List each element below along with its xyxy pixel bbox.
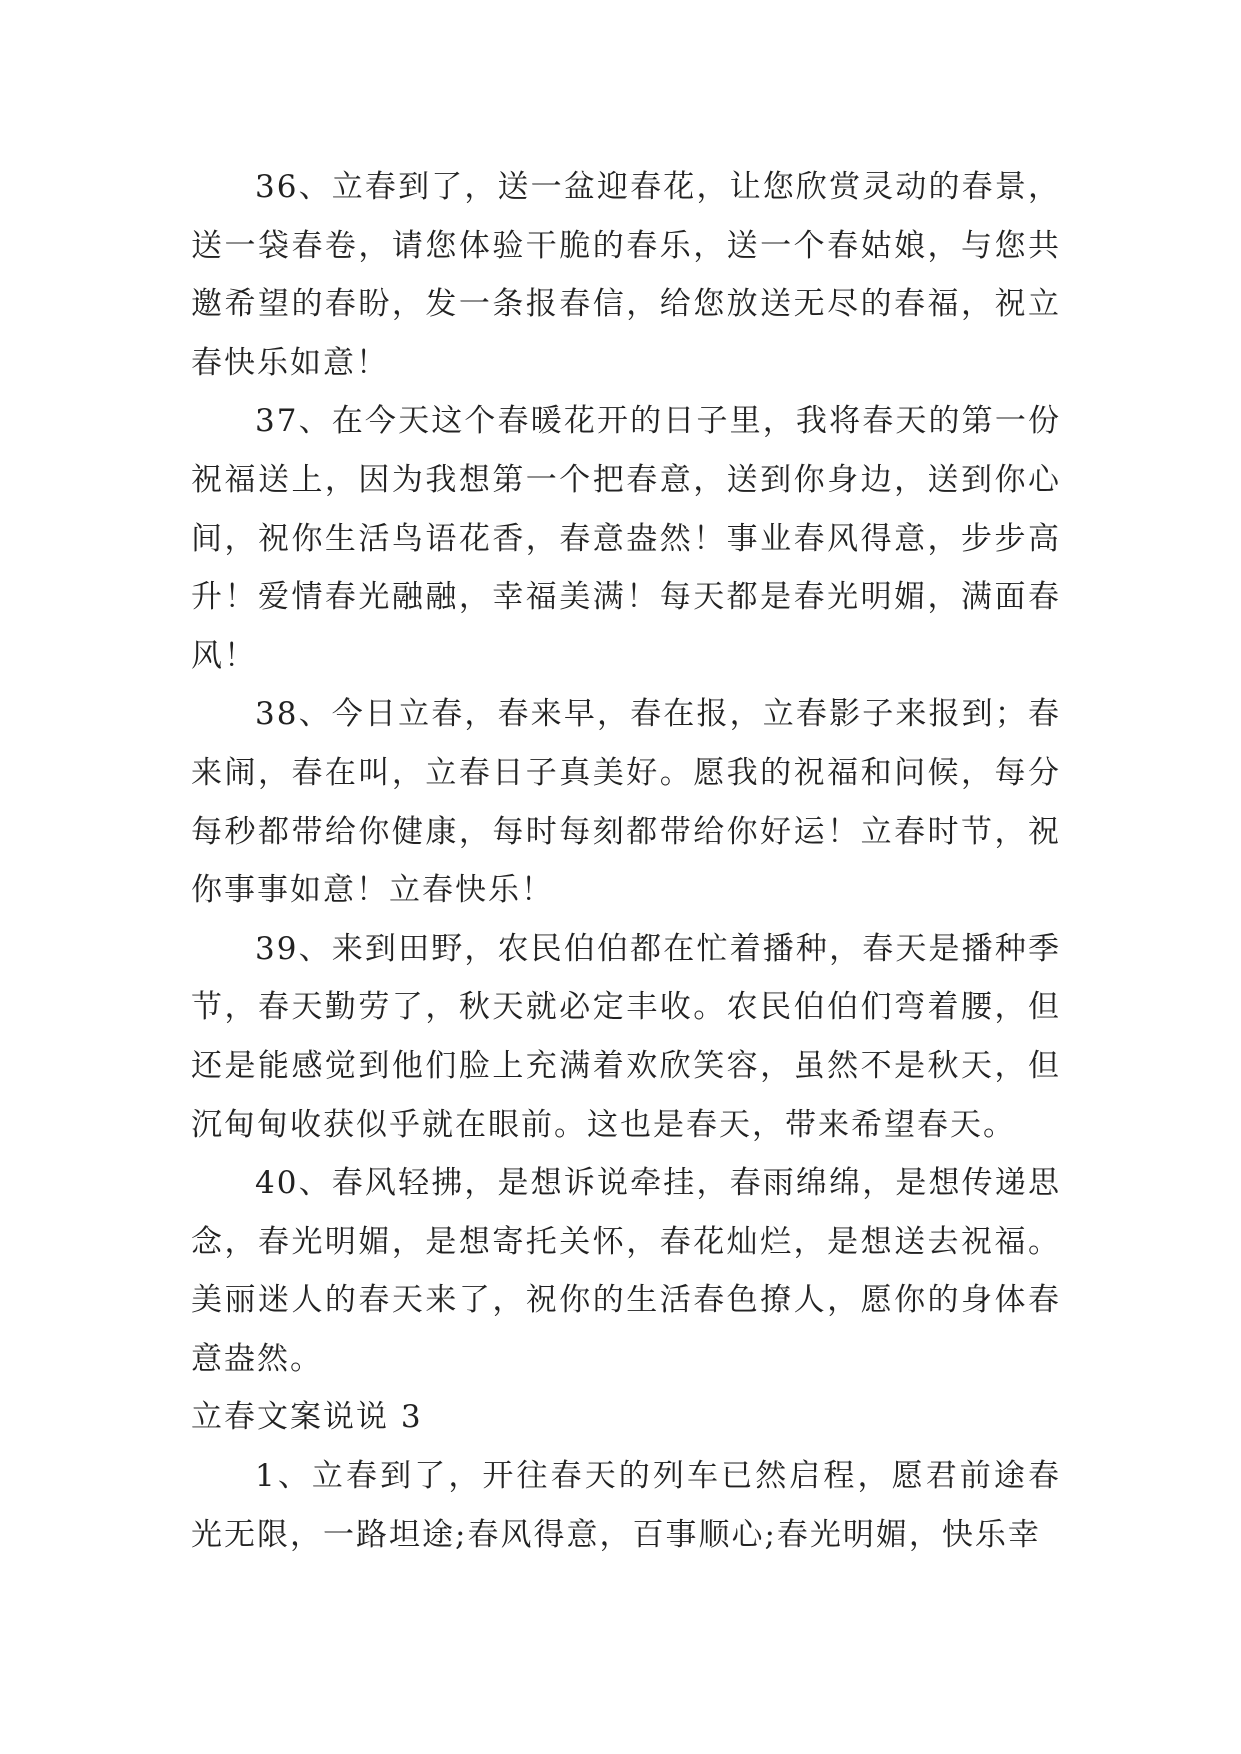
section-heading: 立春文案说说 3 [191,1399,423,1436]
paragraph-40: 40、春风轻拂，是想诉说牵挂，春雨绵绵，是想传递思念，春光明媚，是想寄托关怀，春花灿烂，是想送去祝福。美丽迷人的春天来了，祝你的生活春色撩人，愿你的身体春意盎然。 [191,1165,1061,1377]
paragraph-39: 39、来到田野，农民伯伯都在忙着播种，春天是播种季节，春天勤劳了，秋天就必定丰收。农民伯伯们弯着腰，但还是能感觉到他们脸上充满着欢欣笑容，虽然不是秋天，但沉甸甸收获似乎就在眼前。这也是春天，带来希望春天。 [191,930,1061,1143]
paragraph-37: 37、在今天这个春暖花开的日子里，我将春天的第一份祝福送上，因为我想第一个把春意，送到你身边，送到你心间，祝你生活鸟语花香，春意盎然！事业春风得意，步步高升！爱情春光融融，幸福美满！每天都是春光明媚，满面春风！ [191,403,1061,674]
paragraph-38: 38、今日立春，春来早，春在报，立春影子来报到；春来闹，春在叫，立春日子真美好。愿我的祝福和问候，每分每秒都带给你健康，每时每刻都带给你好运！立春时节，祝你事事如意！立春快乐！ [191,696,1061,909]
paragraph-1: 1、立春到了，开往春天的列车已然启程，愿君前途春光无限，一路坦途;春风得意，百事顺心;春光明媚，快乐幸 [191,1458,1061,1553]
document-body [191,158,1061,1564]
paragraph-36: 36、立春到了，送一盆迎春花，让您欣赏灵动的春景，送一袋春卷，请您体验干脆的春乐，送一个春姑娘，与您共邀希望的春盼，发一条报春信，给您放送无尽的春福，祝立春快乐如意！ [191,169,1061,381]
